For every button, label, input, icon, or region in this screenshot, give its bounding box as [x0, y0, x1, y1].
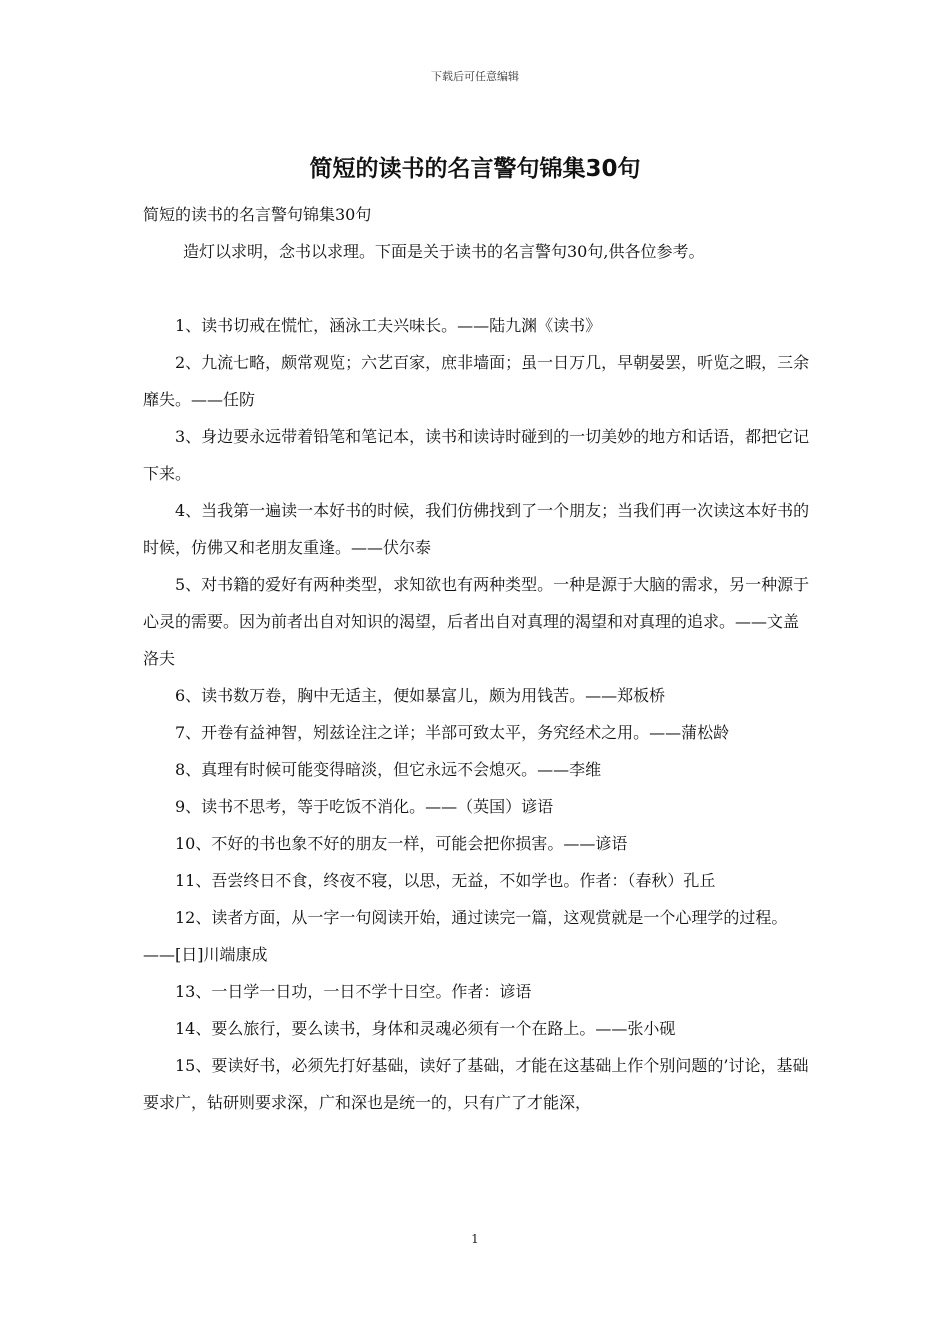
quote-paragraph: 13、一日学一日功，一日不学十日空。作者：谚语	[175, 982, 532, 1001]
quote-paragraph: 7、开卷有益神智，矧兹诠注之详；半部可致太平，务究经术之用。——蒲松龄	[175, 723, 730, 742]
quote-paragraph: 9、读书不思考，等于吃饭不消化。——（英国）谚语	[175, 797, 554, 816]
quote-paragraph: 5、对书籍的爱好有两种类型，求知欲也有两种类型。一种是源于大脑的需求，另一种源于心灵的需要。因为前者出自对知识的渴望，后者出自对真理的渴望和对真理的追求。——文盖洛夫	[143, 575, 810, 668]
quote-paragraph: 12、读者方面，从一字一句阅读开始，通过读完一篇，这观赏就是一个心理学的过程。——[日]川端康成	[143, 908, 788, 964]
document-subtitle: 简短的读书的名言警句锦集30句	[143, 205, 372, 224]
quote-paragraph: 2、九流七略，颇常观览；六艺百家，庶非墙面；虽一日万几，早朝晏罢，听览之暇，三余靡失。——任防	[143, 353, 810, 409]
page-number: 1	[471, 1232, 479, 1246]
quote-paragraph: 6、读书数万卷，胸中无适主，便如暴富儿，颇为用钱苦。——郑板桥	[175, 686, 666, 705]
quote-paragraph: 8、真理有时候可能变得暗淡，但它永远不会熄灭。——李维	[175, 760, 602, 779]
quote-paragraph: 14、要么旅行，要么读书，身体和灵魂必须有一个在路上。——张小砚	[175, 1019, 676, 1038]
document-title: 简短的读书的名言警句锦集30句	[309, 156, 641, 182]
intro-paragraph: 造灯以求明，念书以求理。下面是关于读书的名言警句30句,供各位参考。	[183, 242, 705, 261]
header-note: 下载后可任意编辑	[431, 70, 519, 83]
quote-paragraph: 3、身边要永远带着铅笔和笔记本，读书和读诗时碰到的一切美妙的地方和话语，都把它记下来。	[143, 427, 810, 483]
quote-paragraph: 1、读书切戒在慌忙，涵泳工夫兴味长。——陆九渊《读书》	[175, 316, 602, 335]
document-body	[143, 196, 813, 1121]
quote-paragraph: 11、吾尝终日不食，终夜不寝，以思，无益，不如学也。作者：（春秋）孔丘	[175, 871, 716, 890]
quote-paragraph: 4、当我第一遍读一本好书的时候，我们仿佛找到了一个朋友；当我们再一次读这本好书的时候，仿佛又和老朋友重逢。——伏尔泰	[143, 501, 810, 557]
quote-paragraph: 15、要读好书，必须先打好基础，读好了基础，才能在这基础上作个别问题的’讨论，基础要求广，钻研则要求深，广和深也是统一的，只有广了才能深，	[143, 1056, 809, 1112]
quote-paragraph: 10、不好的书也象不好的朋友一样，可能会把你损害。——谚语	[175, 834, 628, 853]
